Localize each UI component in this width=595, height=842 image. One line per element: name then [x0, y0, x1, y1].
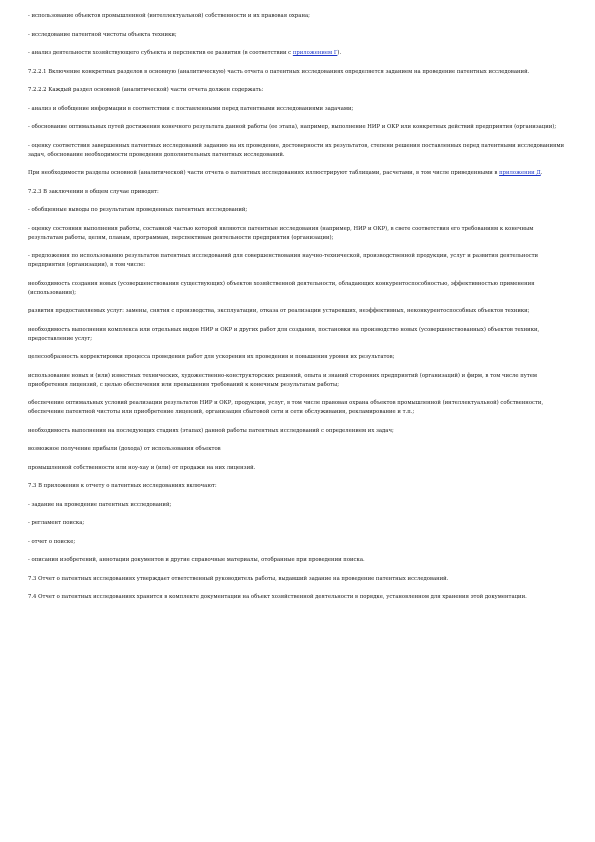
paragraph-p23	[28, 482, 568, 491]
paragraph-text-tail: .	[540, 170, 543, 176]
paragraph-text: необходимость создания новых (усовершенствования существующих) объектов хозяйственной деятельности, обладающих конкурентоспособностью, эффективностью применения (использования);	[28, 280, 535, 296]
paragraph-text: - регламент поиска;	[28, 520, 85, 526]
paragraph-text: 7.4 Отчет о патентных исследованиях хранится в комплекте документации на объект хозяйственной деятельности в порядке, установленном для хранения этой документации.	[28, 594, 527, 600]
paragraph-text: - задание на проведение патентных исследований;	[28, 501, 172, 508]
paragraph-text: - использование объектов промышленной (интеллектуальной) собственности и их правовая охрана;	[28, 13, 310, 19]
paragraph-p15	[28, 307, 568, 316]
paragraph-p28	[28, 575, 568, 584]
paragraph-p07	[28, 123, 568, 132]
paragraph-p21	[28, 445, 568, 454]
paragraph-p04	[28, 68, 568, 77]
paragraph-text: промышленной собственности или ноу-хау и (или) от продажи на них лицензий.	[28, 464, 256, 471]
paragraph-text: - анализ деятельности хозяйствующего субъекта и перспектив ее развития (в соответствии с	[28, 50, 293, 56]
paragraph-text: использование новых и (или) известных технических, художественно-конструкторских решений, опыта и знаний сторонних предприятий (организаций) и фирм, в том числе путем приобретения лицензий, с целью обеспечения или превышения требований к конечным результатам работы;	[28, 372, 538, 388]
paragraph-text: - обобщенные выводы по результатам проведенных патентных исследований;	[28, 207, 248, 213]
paragraph-p05	[28, 86, 568, 95]
paragraph-text: 7.2.2.2 Каждый раздел основной (аналитической) части отчета должен содержать:	[28, 87, 264, 93]
appendix-link[interactable]: приложении Д	[499, 170, 541, 176]
paragraph-text: обеспечение оптимальных условий реализации результатов НИР и ОКР, продукции, услуг, в том числе правовая охрана объектов промышленной (интеллектуальной) собственности, обеспечение патентной чистоты или приобретение лицензий, организация сбытовой сети и сети обслуживания, рекламирование и т.п.;	[28, 400, 544, 415]
paragraph-text: - анализ и обобщение информации в соответствии с поставленными перед патентными исследованиями задачами;	[28, 105, 354, 112]
paragraph-text: - исследование патентной чистоты объекта техники;	[28, 31, 177, 38]
paragraph-text: необходимость выполнения на последующих стадиях (этапах) данной работы патентных исследований с определением их задач;	[28, 427, 394, 434]
paragraph-text: - оценку соответствия завершенных патентных исследований заданию на их проведение, достоверности их результатов, степени решения поставленных перед патентными исследованиями задач, обоснование необходимости проведения дополнительных патентных исследований.	[28, 142, 564, 158]
paragraph-p24	[28, 501, 568, 510]
paragraph-p03	[28, 49, 568, 58]
paragraph-p19	[28, 399, 568, 417]
paragraph-text: - обоснование оптимальных путей достижения конечного результата данной работы (ее этапа), например, выполнение НИР и ОКР или конкретных действий предприятия (организации);	[28, 124, 557, 130]
paragraph-p22	[28, 464, 568, 473]
paragraph-text: 7.2.3 В заключении в общем случае приводят:	[28, 188, 159, 195]
paragraph-text: При необходимости разделы основной (аналитической) части отчета о патентных исследованиях иллюстрируют таблицами, расчетами, в том числе приведенными в	[28, 170, 500, 176]
paragraph-text: - предложения по использованию результатов патентных исследований для совершенствования научно-технической, производственной продукции, услуг и развития деятельности предприятия (организации), в том числе:	[28, 253, 539, 268]
paragraph-text: - описания изобретений, аннотации документов и другие справочные материалы, отобранные при проведении поиска.	[28, 557, 365, 563]
paragraph-p29	[28, 593, 568, 602]
paragraph-p12	[28, 225, 568, 243]
paragraph-p09	[28, 169, 568, 178]
paragraph-p10	[28, 188, 568, 197]
paragraph-text: развития предоставляемых услуг: замены, снятия с производства, эксплуатации, отказа от реализации устаревших, неэффективных, неконкурентоспособных объектов техники;	[28, 308, 530, 314]
paragraph-text: 7.3 В приложения к отчету о патентных исследованиях включают:	[28, 483, 217, 489]
paragraph-text: - отчет о поиске;	[28, 538, 76, 545]
paragraph-p16	[28, 326, 568, 344]
paragraph-text: 7.2.2.1 Включение конкретных разделов в основную (аналитическую) часть отчета о патентных исследованиях определяется заданием на проведение патентных исследований.	[28, 68, 530, 75]
paragraph-p11	[28, 206, 568, 215]
appendix-link[interactable]: приложением Г	[292, 50, 338, 56]
paragraph-p02	[28, 31, 568, 40]
paragraph-text: целесообразность корректировки процесса проведения работ для ускорения их проведения и повышения уровня их результатов;	[28, 354, 395, 360]
document-body	[28, 12, 568, 612]
paragraph-p08	[28, 142, 568, 160]
paragraph-p14	[28, 280, 568, 298]
paragraph-p20	[28, 427, 568, 436]
paragraph-p01	[28, 12, 568, 21]
paragraph-p27	[28, 556, 568, 565]
paragraph-p17	[28, 353, 568, 362]
paragraph-text: необходимость выполнения комплекса или отдельных видов НИР и ОКР и других работ для создания, постановки на производство новых (усовершенствованных) объектов техники, предоставление услуг;	[28, 326, 540, 342]
paragraph-text: 7.3 Отчет о патентных исследованиях утверждает ответственный руководитель работы, выдавший задание на проведение патентных исследований.	[28, 575, 449, 582]
paragraph-p25	[28, 519, 568, 528]
paragraph-p26	[28, 538, 568, 547]
paragraph-text: - оценку состояния выполнения работы, составной частью которой являются патентные исследования (например, НИР и ОКР), в свете соответствия его требованиям к конечным результатам работы, целям, планам, программам, перспективам деятельности предприятия (организации);	[28, 225, 534, 241]
paragraph-text: возможное получение прибыли (дохода) от использования объектов	[28, 446, 221, 452]
paragraph-p13	[28, 252, 568, 270]
paragraph-text-tail: ).	[337, 50, 342, 56]
paragraph-p18	[28, 372, 568, 390]
paragraph-p06	[28, 105, 568, 114]
